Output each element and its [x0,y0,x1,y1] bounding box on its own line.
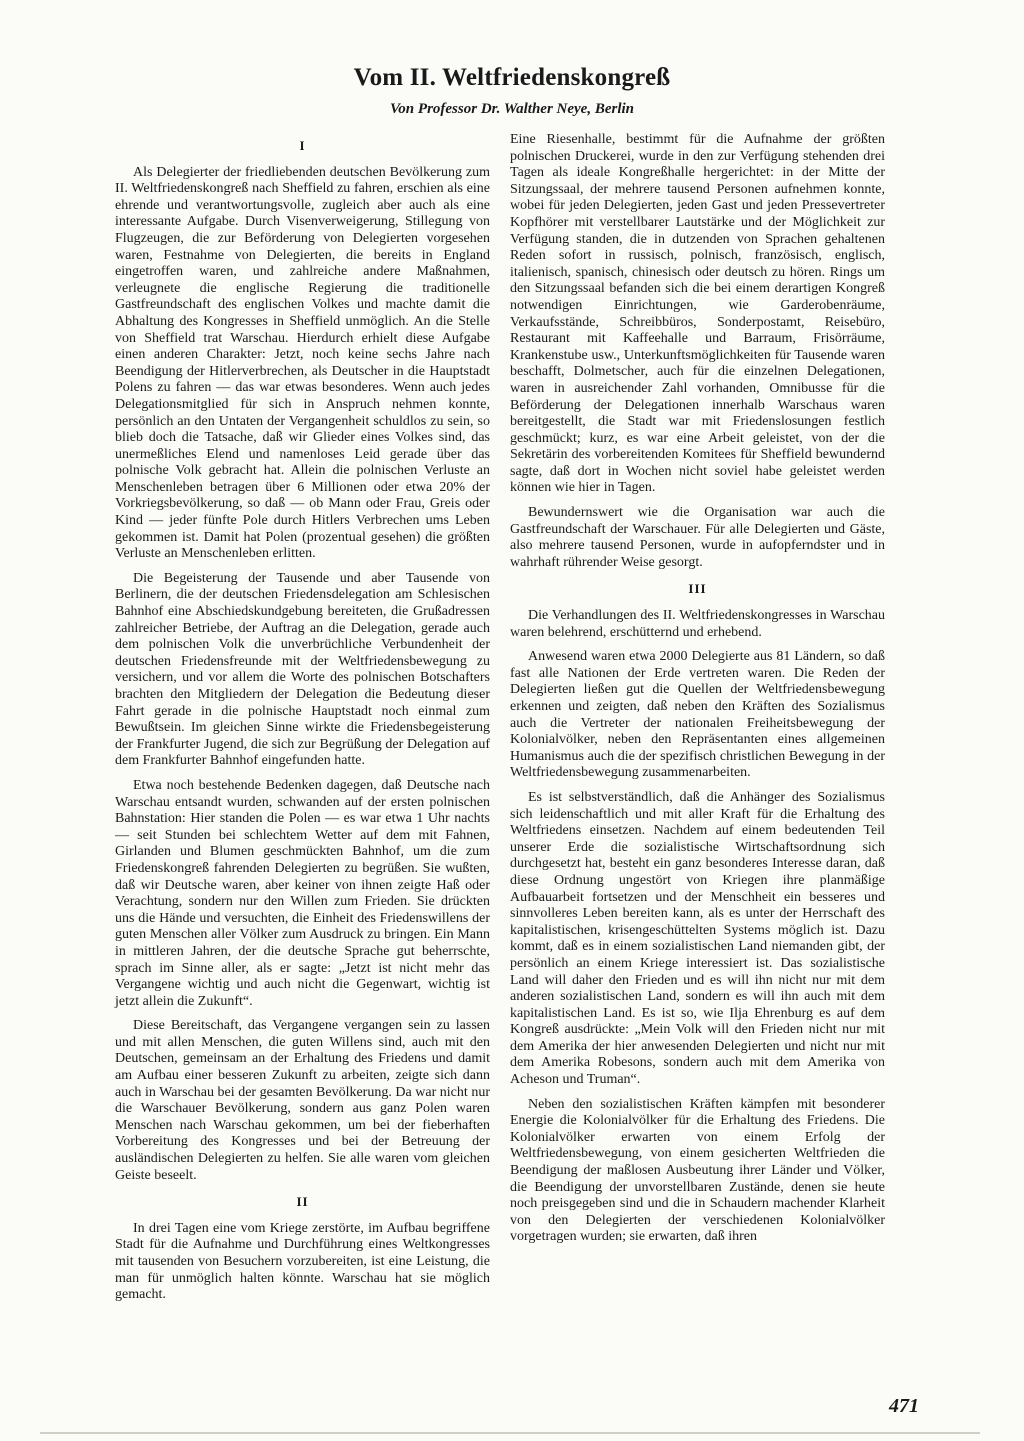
paragraph: Bewundernswert wie die Organisation war auch die Gastfreundschaft der Warschauer. Für alle Delegierten und Gäste, also mehrere tausend Personen, wurde in aufopferndster und in wahrhaft rührender Weise gesorgt. [510,505,885,570]
left-column [115,138,490,1312]
paragraph: Die Begeisterung der Tausende und aber Tausende von Berlinern, die der deutschen Friedensdelegation am Schlesischen Bahnhof eine Abschiedskundgebung bereiteten, die Grußadressen zahlreicher Betriebe, der Auftrag an die Delegation, gerade auch dem polnischen Volk die unverbrüchliche Verbundenheit der deutschen Friedensfreunde mit der Weltfriedensbewegung zu versichern, und vor allem die Worte des polnischen Botschafters brachten den Mitgliedern der Delegation die Bedeutung dieser Fahrt gerade in die polnische Hauptstadt noch einmal zum Bewußtsein. Im gleichen Sinne wirkte die Friedensbegeisterung der Frankfurter Jugend, die sich zur Begrüßung der Delegation auf dem Frankfurter Bahnhof eingefunden hatte. [115,570,490,769]
paragraph: Die Verhandlungen des II. Weltfriedenskongresses in Warschau waren belehrend, erschütternd und erhebend. [510,608,885,640]
section-heading-3: III [688,581,707,597]
paragraph: Neben den sozialistischen Kräften kämpfen mit besonderer Energie die Kolonialvölker für die Erhaltung des Friedens. Die Kolonialvölker erwarten von einem Erfolg der Weltfriedensbewegung, von einem gesicherten Weltfrieden die Beendigung der maßlosen Ausbeutung ihrer Länder und Völker, die Beendigung der unvorstellbaren Zustände, denen sie heute noch preisgegeben sind und die in Schaudern machender Klarheit von den Delegierten der verschiedenen Kolonialvölker vorgetragen wurden; sie erwarten, daß ihren [510,1096,885,1245]
paragraph: In drei Tagen eine vom Kriege zerstörte, im Aufbau begriffene Stadt für die Aufnahme und Durchführung eines Weltkongresses mit tausenden von Besuchern vorzubereiten, ist eine Leistung, die man für unmöglich halten könnte. Warschau hat sie möglich gemacht. [115,1220,490,1303]
paragraph: Anwesend waren etwa 2000 Delegierte aus 81 Ländern, so daß fast alle Nationen der Erde vertreten waren. Die Reden der Delegierten ließen gut die Quellen der Weltfriedensbewegung erkennen und zeigten, daß neben den Kräften des Sozialismus auch die Vertreter der nationalen Freiheitsbewegung der Kolonialvölker, neben den Repräsentanten eines allgemeinen Humanismus auch die der spezifisch christlichen Bewegung in der Weltfriedensbewegung zusammenarbeiten. [510,649,885,781]
bottom-rule [40,1432,980,1434]
section-heading-2: II [296,1194,309,1210]
paragraph: Eine Riesenhalle, bestimmt für die Aufnahme der größten polnischen Druckerei, wurde in den zur Verfügung stehenden drei Tagen als ideale Kongreßhalle hergerichtet: in der Mitte der Sitzungssaal, der mehrere tausend Personen aufnehmen konnte, wobei für jeden Delegierten, jeden Gast und jeden Pressevertreter Kopfhörer mit verstellbarer Lautstärke und der Möglichkeit zur Verfügung standen, die in dutzenden von Sprachen gehaltenen Reden sofort in russisch, polnisch, französisch, englisch, italienisch, spanisch, chinesisch oder deutsch zu hören. Rings um den Sitzungssaal befanden sich die bei einem derartigen Kongreß notwendigen Einrichtungen, wie Garderobenräume, Verkaufsstände, Schreibbüros, Sonderpostamt, Reisebüro, Restaurant mit Kaffeehalle und Barraum, Frisörräume, Krankenstube usw., Unterkunftsmöglichkeiten für Tausende waren beschafft, Dolmetscher, auch für die einzelnen Delegationen, waren in ausreichender Zahl vorhanden, Omnibusse für die Beförderung der Delegationen innerhalb Warschaus waren bereitgestellt, die Stadt war mit Friedenslosungen festlich geschmückt; kurz, es war eine Arbeit geleistet, von der die Sekretärin des vorbereitenden Komitees für Sheffield bewundernd sagte, daß dort in Wochen nicht soviel habe geleistet werden können wie hier in Tagen. [510,132,885,496]
page-number: 471 [889,1395,919,1417]
paragraph: Als Delegierter der friedliebenden deutschen Bevölkerung zum II. Weltfriedenskongreß nach Sheffield zu fahren, erschien als eine ehrende und verantwortungsvolle, zugleich aber auch als eine interessante Aufgabe. Durch Visenverweigerung, Stillegung von Flugzeugen, die zur Beförderung von Delegierten vorgesehen waren, Festnahme von Delegierten, die bereits in England eingetroffen waren, und zahlreiche andere Maßnahmen, verleugnete die englische Regierung die traditionelle Gastfreundschaft des englischen Volkes und machte damit die Abhaltung des Kongresses in Sheffield unmöglich. An die Stelle von Sheffield trat Warschau. Hierdurch erhielt diese Aufgabe einen anderen Charakter: Jetzt, noch keine sechs Jahre nach Beendigung der Hitlerverbrechen, als Deutscher in die Hauptstadt Polens zu fahren — das war etwas besonderes. Wenn auch jedes Delegationsmitglied für sich in Anspruch nehmen konnte, persönlich an den Untaten der Vergangenheit schuldlos zu sein, so blieb doch die Tatsache, daß wir Glieder eines Volkes sind, das unermeßliches Elend und namenloses Leid gerade über das polnische Volk gebracht hat. Allein die polnischen Verluste an Menschenleben betragen über 6 Millionen oder etwa 20% der Vorkriegsbevölkerung, so daß — ob Mann oder Frau, Greis oder Kind — jeder fünfte Pole durch Hitlers Verbrechen ums Leben gekommen ist. Damit hat Polen (prozentual gesehen) die größten Verluste an Menschenleben erlitten. [115,164,490,562]
paragraph: Es ist selbstverständlich, daß die Anhänger des Sozialismus sich leidenschaftlich und mit aller Kraft für die Erhaltung des Weltfriedens einsetzen. Nachdem auf einem bedeutenden Teil unserer Erde die sozialistische Wirtschaftsordnung sich durchgesetzt hat, besteht ein ganz besonderes Interesse daran, daß diese Ordnung ungestört von Kriegen ihre planmäßige Aufbauarbeit fortsetzen und der Menschheit ein besseres und sinnvolleres Leben bereiten kann, als es unter der Herrschaft des kapitalistischen, krisengeschüttelten Systems möglich ist. Dazu kommt, daß es in einem sozialistischen Land niemanden gibt, der persönlich an einem Kriege interessiert ist. Das sozialistische Land will daher den Frieden und es will ihn nicht nur mit dem anderen sozialistischen Land, sondern es will ihn auch mit dem kapitalistischen Land. Es ist so, wie Ilja Ehrenburg es auf dem Kongreß ausdrückte: „Mein Volk will den Frieden nicht nur mit dem Amerika der hier anwesenden Delegierten und nicht nur mit dem Amerika Robesons, sondern auch mit dem Amerika von Acheson und Truman“. [510,789,885,1088]
paragraph: Etwa noch bestehende Bedenken dagegen, daß Deutsche nach Warschau entsandt wurden, schwanden auf der ersten polnischen Bahnstation: Hier standen die Polen — es war etwa 1 Uhr nachts — seit Stunden bei schlechtem Wetter auf dem mit Fahnen, Girlanden und Blumen geschmückten Bahnhof, um die zum Friedenskongreß fahrenden Delegierten zu begrüßen. Sie wußten, daß wir Deutsche waren, aber keiner von ihnen zeigte Haß oder Verachtung, sondern nur den Willen zum Frieden. Sie drückten uns die Hände und versuchten, die Einheit des Friedenswillens der guten Menschen aller Völker zum Ausdruck zu bringen. Ein Mann in mittleren Jahren, der die deutsche Sprache gut beherrschte, sprach im Sinne aller, als er sagte: „Jetzt ist nicht mehr das Vergangene wichtig und auch nicht die Gegenwart, wichtig ist jetzt allein die Zukunft“. [115,777,490,1009]
section-heading-1: I [299,138,306,153]
right-column [510,132,885,1254]
article-byline: Von Professor Dr. Walther Neye, Berlin [389,101,635,117]
paragraph: Diese Bereitschaft, das Vergangene vergangen sein zu lassen und mit allen Menschen, die guten Willens sind, auch mit den Deutschen, gemeinsam an der Erhaltung des Friedens und damit am Aufbau einer besseren Zukunft zu arbeiten, zeigte sich dann auch in Warschau bei der gesamten Bevölkerung. Da war nicht nur die Warschauer Bevölkerung, sondern aus ganz Polen waren Menschen nach Warschau gekommen, um bei der fieberhaften Vorbereitung des Kongresses und bei der Betreuung der ausländischen Delegierten zu helfen. Sie alle waren vom gleichen Geiste beseelt. [115,1018,490,1183]
article-title: Vom II. Weltfriedenskongreß [353,64,671,91]
